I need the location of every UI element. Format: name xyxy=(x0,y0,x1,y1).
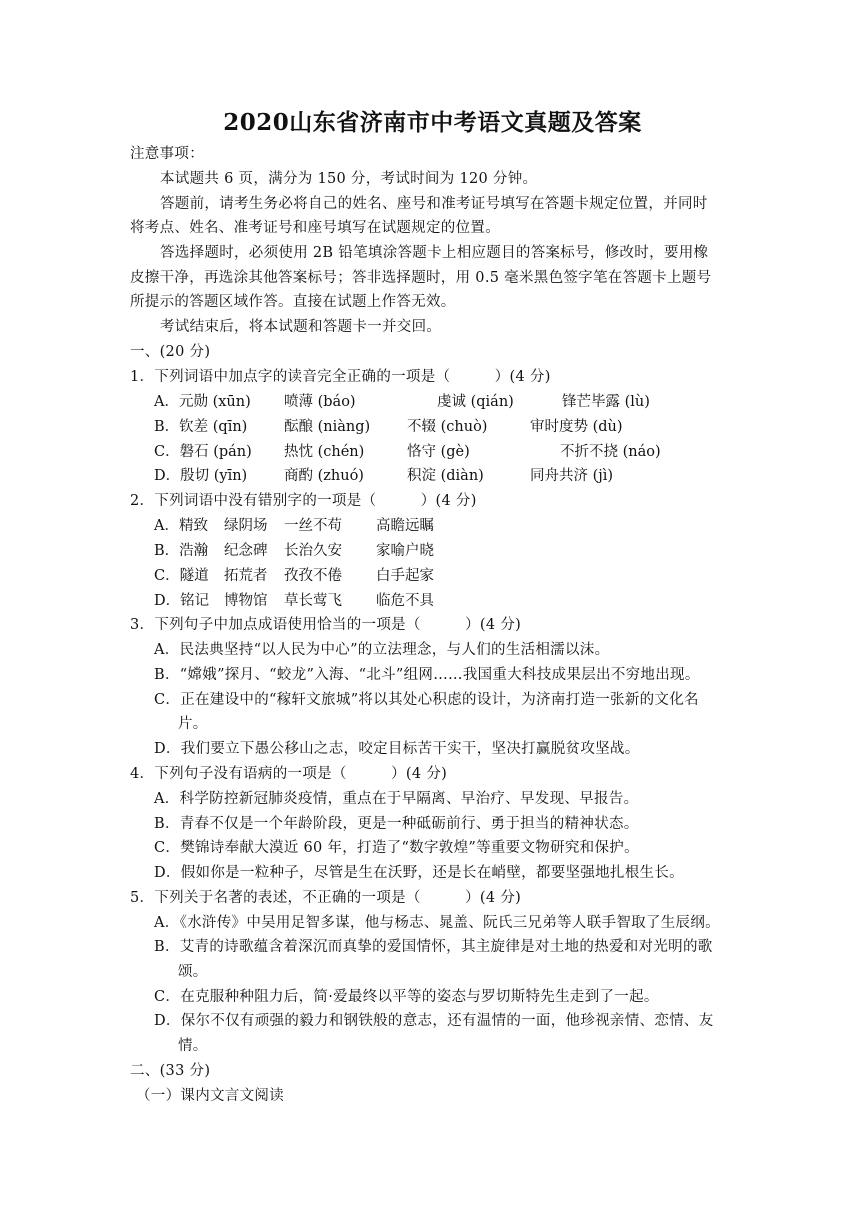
page-title: 2020山东省济南市中考语文真题及答案 xyxy=(223,109,642,136)
option-cell: D．殷切 (yīn) xyxy=(154,468,248,484)
option-cell: 酝酿 (niàng) xyxy=(284,419,371,435)
option-cell: B．钦差 (qīn) xyxy=(154,419,248,435)
option-cell: 不折不挠 (náo) xyxy=(560,444,661,460)
option-row xyxy=(154,566,554,586)
option-a: A．科学防控新冠肺炎疫情，重点在于早隔离、早治疗、早发现、早报告。 xyxy=(154,791,639,807)
option-row xyxy=(154,516,554,536)
question-stem: 5．下列关于名著的表述，不正确的一项是（ ）(4 分) xyxy=(130,890,522,906)
question-stem: 2．下列词语中没有错别字的一项是（ ）(4 分) xyxy=(130,493,477,509)
option-d-continued: 情。 xyxy=(178,1038,208,1054)
option-cell: 白手起家 xyxy=(376,568,434,584)
option-row xyxy=(154,591,554,611)
option-cell: 虔诚 (qián) xyxy=(437,394,514,410)
notice-paragraph: 所提示的答题区域作答。直接在试题上作答无效。 xyxy=(130,294,456,310)
notice-paragraph: 将考点、姓名、准考证号和座号填写在试题规定的位置。 xyxy=(130,220,500,236)
option-cell: 恪守 (gè) xyxy=(407,444,470,460)
notice-heading: 注意事项： xyxy=(130,146,204,162)
option-cell: B．浩瀚 xyxy=(154,543,209,559)
option-cell: 长治久安 xyxy=(284,543,342,559)
option-cell: 临危不具 xyxy=(376,593,434,609)
question-stem: 3．下列句子中加点成语使用恰当的一项是（ ）(4 分) xyxy=(130,617,522,633)
option-cell: C．磐石 (pán) xyxy=(154,444,252,460)
notice-paragraph: 答题前，请考生务必将自己的姓名、座号和准考证号填写在答题卡规定位置，并同时 xyxy=(160,196,708,212)
subsection-heading: （一）课内文言文阅读 xyxy=(136,1088,284,1104)
question-stem: 4．下列句子没有语病的一项是（ ）(4 分) xyxy=(130,766,448,782)
option-cell: C．隧道 xyxy=(154,568,209,584)
option-b: B．“嫦娥”探月、“蛟龙”入海、“北斗”组网……我国重大科技成果层出不穷地出现。 xyxy=(154,667,700,683)
option-b: B．艾青的诗歌蕴含着深沉而真挚的爱国情怀，其主旋律是对土地的热爱和对光明的歌 xyxy=(154,939,713,955)
option-a: A．民法典坚持“以人民为中心”的立法理念，与人们的生活相濡以沫。 xyxy=(154,642,610,658)
option-cell: 孜孜不倦 xyxy=(284,568,342,584)
option-row xyxy=(154,541,554,561)
section-heading: 一、(20 分) xyxy=(130,344,211,360)
option-cell: 商酌 (zhuó) xyxy=(284,468,364,484)
option-cell: A．元勋 (xūn) xyxy=(154,394,251,410)
option-cell: 家喻户晓 xyxy=(376,543,434,559)
option-cell: 热忱 (chén) xyxy=(284,444,365,460)
option-cell: 积淀 (diàn) xyxy=(407,468,484,484)
notice-paragraph: 本试题共 6 页，满分为 150 分，考试时间为 120 分钟。 xyxy=(160,171,538,187)
option-cell: D．铭记 xyxy=(154,593,210,609)
option-d: D．假如你是一粒种子，尽管是生在沃野，还是长在峭壁，都要坚强地扎根生长。 xyxy=(154,865,684,881)
option-cell: 一丝不苟 xyxy=(284,518,342,534)
option-c: C．正在建设中的“稼轩文旅城”将以其处心积虑的设计，为济南打造一张新的文化名 xyxy=(154,692,699,708)
option-a: A．《水浒传》中吴用足智多谋，他与杨志、晁盖、阮氏三兄弟等人联手智取了生辰纲。 xyxy=(154,915,720,931)
option-row xyxy=(154,417,754,437)
option-c-continued: 片。 xyxy=(178,716,208,732)
option-c: C．在克服种种阻力后，简·爱最终以平等的姿态与罗切斯特先生走到了一起。 xyxy=(154,989,659,1005)
option-cell: A．精致 xyxy=(154,518,208,534)
section-heading: 二、(33 分) xyxy=(130,1063,211,1079)
notice-paragraph: 考试结束后，将本试题和答题卡一并交回。 xyxy=(160,319,442,335)
option-b: B．青春不仅是一个年龄阶段，更是一种砥砺前行、勇于担当的精神状态。 xyxy=(154,816,639,832)
option-cell: 锋芒毕露 (lù) xyxy=(562,394,650,410)
option-cell: 不辍 (chuò) xyxy=(407,419,488,435)
option-cell: 博物馆 xyxy=(224,593,268,609)
notice-paragraph: 答选择题时，必须使用 2B 铅笔填涂答题卡上相应题目的答案标号，修改时，要用橡 xyxy=(160,245,709,261)
option-cell: 高瞻远瞩 xyxy=(376,518,434,534)
notice-paragraph: 皮擦干净，再选涂其他答案标号；答非选择题时，用 0.5 毫米黑色签字笔在答题卡上题号 xyxy=(130,270,712,286)
option-b-continued: 颂。 xyxy=(178,964,208,980)
option-cell: 喷薄 (báo) xyxy=(284,394,356,410)
option-cell: 纪念碑 xyxy=(224,543,268,559)
option-c: C．樊锦诗奉献大漠近 60 年，打造了“数字敦煌”等重要文物研究和保护。 xyxy=(154,840,639,856)
option-cell: 绿阴场 xyxy=(224,518,268,534)
option-cell: 草长莺飞 xyxy=(284,593,342,609)
option-cell: 拓荒者 xyxy=(224,568,268,584)
option-cell: 审时度势 (dù) xyxy=(530,419,623,435)
question-stem: 1．下列词语中加点字的读音完全正确的一项是（ ）(4 分) xyxy=(130,369,551,385)
option-row xyxy=(154,466,754,486)
option-d: D．保尔不仅有顽强的毅力和钢铁般的意志，还有温情的一面，他珍视亲情、恋情、友 xyxy=(154,1013,714,1029)
option-cell: 同舟共济 (jì) xyxy=(530,468,614,484)
option-d: D．我们要立下愚公移山之志，咬定目标苦干实干，坚决打赢脱贫攻坚战。 xyxy=(154,741,640,757)
option-row xyxy=(154,442,754,462)
option-row xyxy=(154,392,754,412)
